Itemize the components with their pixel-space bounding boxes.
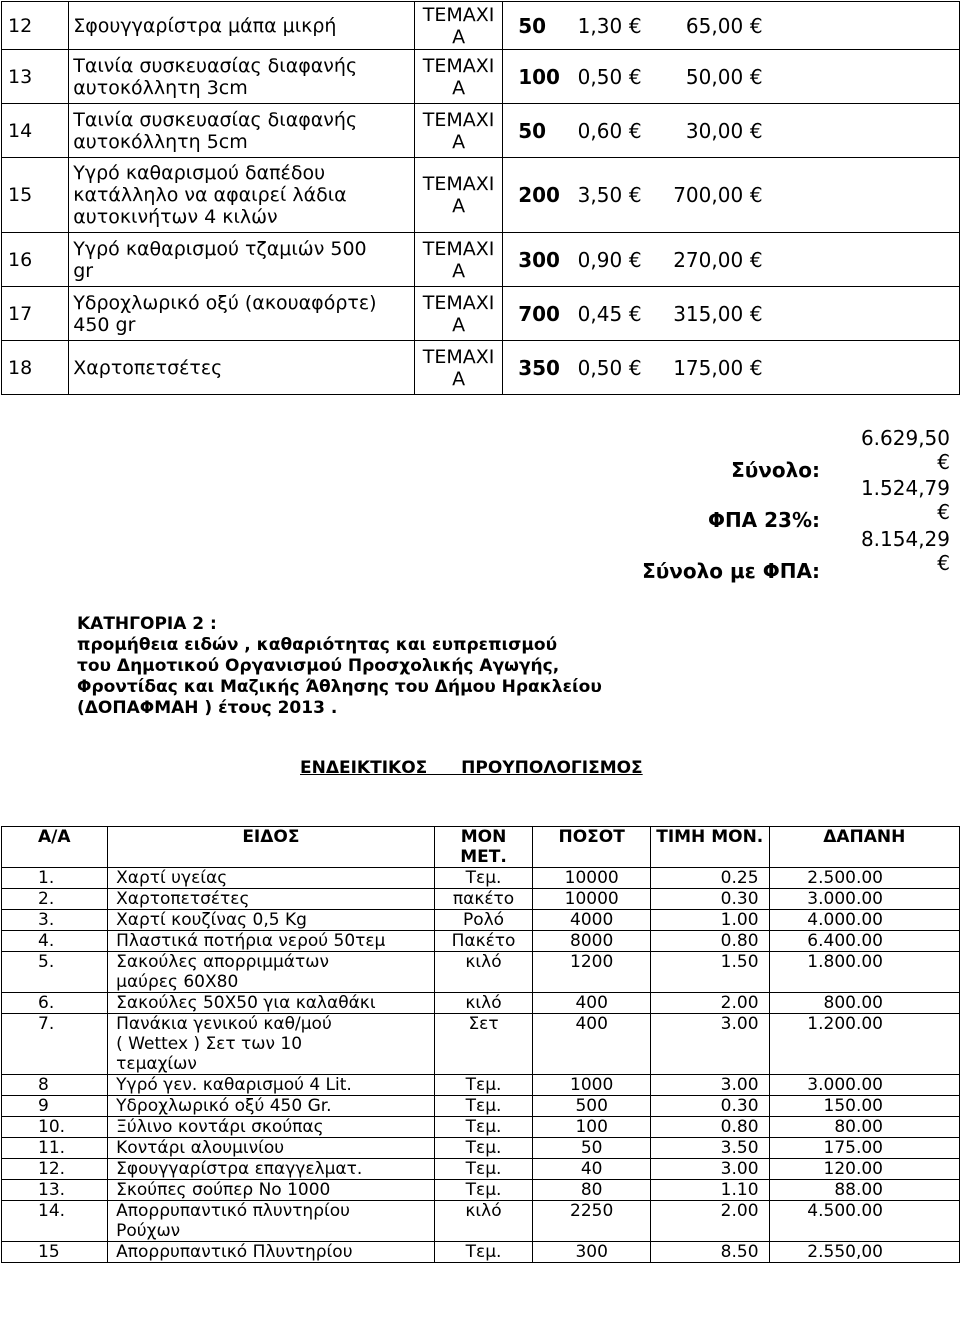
- table-row: [2, 341, 960, 395]
- item-values: [503, 50, 960, 104]
- item-number: 12: [2, 2, 69, 50]
- description-line: Πανάκια γενικού καθ/μού: [116, 1014, 332, 1034]
- item-number: 16: [2, 233, 69, 287]
- euro-icon: €: [749, 64, 763, 89]
- row-price: 1.10: [650, 1180, 769, 1201]
- row-cost: 175.00: [769, 1138, 959, 1159]
- column-header: ΠΟΣΟΤ: [533, 827, 651, 868]
- description-line: Ταινία συσκευασίας διαφανής: [73, 54, 358, 77]
- row-number: 9: [2, 1096, 108, 1117]
- column-header: ΤΙΜΗ ΜΟΝ.: [650, 827, 769, 868]
- total-amount: 1.524,79: [860, 476, 950, 500]
- row-cost: 4.000.00: [769, 910, 959, 931]
- unit-line: Α: [452, 25, 466, 48]
- unit-line: ΤΕΜΑΧΙ: [422, 54, 495, 77]
- unit-line: ΤΕΜΑΧΙ: [422, 3, 495, 26]
- row-quantity: 500: [533, 1096, 651, 1117]
- item-total: 30,00: [685, 118, 744, 143]
- euro-icon: €: [749, 13, 763, 38]
- budget-title: ΕΝΔΕΙΚΤΙΚΟΣ ΠΡΟΥΠΟΛΟΓΙΣΜΟΣ: [300, 758, 643, 778]
- euro-icon: €: [628, 13, 642, 38]
- row-cost: 2.500.00: [769, 868, 959, 889]
- row-cost: 1.800.00: [769, 952, 959, 993]
- description-line: gr: [73, 259, 94, 282]
- description-line: Υδροχλωρικό οξύ (ακουαφόρτε): [73, 291, 377, 314]
- category-line: (ΔΟΠΑΦΜΑΗ ) έτους 2013 .: [77, 698, 338, 718]
- row-unit: κιλό: [434, 993, 533, 1014]
- total-value: [830, 527, 950, 575]
- row-number: 12.: [2, 1159, 108, 1180]
- total-amount: 6.629,50: [860, 426, 950, 450]
- row-unit: Τεμ.: [434, 1242, 533, 1263]
- item-price: 0,50: [577, 355, 623, 380]
- table-row: [2, 993, 960, 1014]
- table-row: [2, 158, 960, 233]
- table-row: [2, 233, 960, 287]
- row-number: 15: [2, 1242, 108, 1263]
- row-price: 0.80: [650, 931, 769, 952]
- row-number: 3.: [2, 910, 108, 931]
- item-values: [503, 158, 960, 233]
- unit-line: Α: [452, 367, 466, 390]
- item-values: [503, 287, 960, 341]
- description-line: Χαρτί υγείας: [116, 868, 228, 888]
- row-unit: πακέτο: [434, 889, 533, 910]
- header-row: [2, 827, 960, 868]
- unit-line: Α: [452, 76, 466, 99]
- euro-icon: €: [628, 118, 642, 143]
- row-description: [108, 910, 435, 931]
- row-price: 0.25: [650, 868, 769, 889]
- row-quantity: 40: [533, 1159, 651, 1180]
- description-line: Χαρτοπετσέτες: [73, 356, 223, 379]
- item-description: [69, 287, 415, 341]
- description-line: Ρούχων: [116, 1221, 181, 1241]
- unit-line: ΤΕΜΑΧΙ: [422, 237, 495, 260]
- description-line: Σφουγγαρίστρα μάπα μικρή: [73, 14, 337, 37]
- unit-line: ΤΕΜΑΧΙ: [422, 108, 495, 131]
- row-quantity: 10000: [533, 889, 651, 910]
- description-line: αυτοκινήτων 4 κιλών: [73, 206, 278, 228]
- item-number: 15: [2, 158, 69, 233]
- category-line: του Δημοτικού Οργανισμού Προσχολικής Αγωγής,: [77, 656, 560, 676]
- item-unit: [414, 341, 502, 395]
- description-line: Απορρυπαντικό Πλυντηρίου: [116, 1242, 353, 1262]
- row-cost: 6.400.00: [769, 931, 959, 952]
- description-line: Σφουγγαρίστρα επαγγελματ.: [116, 1159, 363, 1179]
- row-unit: Τεμ.: [434, 1159, 533, 1180]
- row-cost: 150.00: [769, 1096, 959, 1117]
- item-description: [69, 341, 415, 395]
- row-unit: Ρολό: [434, 910, 533, 931]
- table-row: [2, 50, 960, 104]
- table-row: [2, 952, 960, 993]
- row-number: 7.: [2, 1014, 108, 1075]
- row-description: [108, 1201, 435, 1242]
- item-price: 1,30: [577, 13, 623, 38]
- row-description: [108, 952, 435, 993]
- row-price: 1.50: [650, 952, 769, 993]
- top-items-table: [1, 1, 960, 395]
- row-unit: κιλό: [434, 952, 533, 993]
- table-row: [2, 1075, 960, 1096]
- row-unit: κιλό: [434, 1201, 533, 1242]
- table-row: [2, 910, 960, 931]
- row-description: [108, 931, 435, 952]
- item-quantity: 50: [518, 118, 547, 143]
- description-line: μαύρες 60Χ80: [116, 972, 239, 992]
- row-description: [108, 868, 435, 889]
- item-quantity: 700: [518, 301, 560, 326]
- item-description: [69, 158, 415, 233]
- unit-line: ΤΕΜΑΧΙ: [422, 173, 495, 195]
- row-quantity: 2250: [533, 1201, 651, 1242]
- row-cost: 88.00: [769, 1180, 959, 1201]
- unit-line: Α: [452, 313, 466, 336]
- item-unit: [414, 287, 502, 341]
- item-price: 0,60: [577, 118, 623, 143]
- row-cost: 2.550,00: [769, 1242, 959, 1263]
- item-number: 18: [2, 341, 69, 395]
- table-row: [2, 1138, 960, 1159]
- item-values: [503, 233, 960, 287]
- item-description: [69, 2, 415, 50]
- row-quantity: 1200: [533, 952, 651, 993]
- description-line: κατάλληλο να αφαιρεί λάδια: [73, 184, 347, 206]
- item-unit: [414, 50, 502, 104]
- description-line: Ξύλινο κοντάρι σκούπας: [116, 1117, 324, 1137]
- row-description: [108, 1242, 435, 1263]
- item-total: 315,00: [673, 301, 744, 326]
- row-number: 4.: [2, 931, 108, 952]
- table-row: [2, 1201, 960, 1242]
- category-line: Φροντίδας και Μαζικής Άθλησης του Δήμου Ηρακλείου: [77, 677, 602, 697]
- row-number: 1.: [2, 868, 108, 889]
- unit-line: ΤΕΜΑΧΙ: [422, 291, 495, 314]
- row-number: 6.: [2, 993, 108, 1014]
- euro-icon: €: [937, 500, 950, 524]
- table-row: [2, 1180, 960, 1201]
- table-row: [2, 931, 960, 952]
- unit-line: Α: [452, 130, 466, 153]
- item-description: [69, 104, 415, 158]
- row-quantity: 80: [533, 1180, 651, 1201]
- description-line: Χαρτί κουζίνας 0,5 Kg: [116, 910, 307, 930]
- row-price: 8.50: [650, 1242, 769, 1263]
- description-line: αυτοκόλλητη 3cm: [73, 76, 248, 99]
- item-values: [503, 104, 960, 158]
- unit-line: ΤΕΜΑΧΙ: [422, 345, 495, 368]
- row-unit: Τεμ.: [434, 1180, 533, 1201]
- row-quantity: 100: [533, 1117, 651, 1138]
- row-cost: 3.000.00: [769, 1075, 959, 1096]
- euro-icon: €: [749, 355, 763, 380]
- row-unit: Τεμ.: [434, 1096, 533, 1117]
- row-cost: 800.00: [769, 993, 959, 1014]
- item-total: 65,00: [685, 13, 744, 38]
- item-quantity: 50: [518, 13, 547, 38]
- row-description: [108, 1014, 435, 1075]
- row-quantity: 400: [533, 1014, 651, 1075]
- item-price: 3,50: [577, 183, 623, 207]
- item-number: 13: [2, 50, 69, 104]
- item-values: [503, 341, 960, 395]
- item-unit: [414, 233, 502, 287]
- row-price: 3.00: [650, 1014, 769, 1075]
- row-number: 2.: [2, 889, 108, 910]
- description-line: Απορρυπαντικό πλυντηρίου: [116, 1201, 350, 1221]
- row-cost: 1.200.00: [769, 1014, 959, 1075]
- column-header: Α/Α: [2, 827, 108, 868]
- item-unit: [414, 158, 502, 233]
- description-line: Υγρό γεν. καθαρισμού 4 Lit.: [116, 1075, 352, 1095]
- row-quantity: 50: [533, 1138, 651, 1159]
- row-number: 14.: [2, 1201, 108, 1242]
- row-quantity: 300: [533, 1242, 651, 1263]
- row-cost: 3.000.00: [769, 889, 959, 910]
- euro-icon: €: [937, 551, 950, 575]
- euro-icon: €: [628, 64, 642, 89]
- table-row: [2, 2, 960, 50]
- row-number: 10.: [2, 1117, 108, 1138]
- row-number: 11.: [2, 1138, 108, 1159]
- category-line: ΚΑΤΗΓΟΡΙΑ 2 :: [77, 614, 217, 634]
- item-description: [69, 233, 415, 287]
- total-label: ΦΠΑ 23%:: [707, 508, 820, 532]
- item-description: [69, 50, 415, 104]
- item-price: 0,90: [577, 247, 623, 272]
- euro-icon: €: [628, 183, 642, 207]
- row-description: [108, 1117, 435, 1138]
- row-price: 0.30: [650, 889, 769, 910]
- description-line: Ταινία συσκευασίας διαφανής: [73, 108, 358, 131]
- euro-icon: €: [628, 301, 642, 326]
- description-line: Υγρό καθαρισμού δαπέδου: [73, 162, 326, 184]
- row-description: [108, 889, 435, 910]
- column-header: ΜΟΝ ΜΕΤ.: [434, 827, 533, 868]
- column-header: ΕΙΔΟΣ: [108, 827, 435, 868]
- table-row: [2, 1242, 960, 1263]
- unit-line: Α: [452, 195, 466, 217]
- description-line: Κοντάρι αλουμινίου: [116, 1138, 285, 1158]
- description-line: αυτοκόλλητη 5cm: [73, 130, 248, 153]
- description-line: Σκούπες σούπερ Νο 1000: [116, 1180, 331, 1200]
- table-row: [2, 104, 960, 158]
- item-total: 175,00: [673, 355, 744, 380]
- row-number: 5.: [2, 952, 108, 993]
- item-price: 0,45: [577, 301, 623, 326]
- total-value: [830, 426, 950, 474]
- table-row: [2, 1014, 960, 1075]
- row-price: 2.00: [650, 993, 769, 1014]
- item-quantity: 100: [518, 64, 560, 89]
- row-price: 3.00: [650, 1159, 769, 1180]
- euro-icon: €: [749, 183, 763, 207]
- category-heading: [77, 614, 602, 719]
- item-price: 0,50: [577, 64, 623, 89]
- row-price: 2.00: [650, 1201, 769, 1242]
- description-line: 450 gr: [73, 313, 136, 336]
- row-price: 1.00: [650, 910, 769, 931]
- row-price: 3.00: [650, 1075, 769, 1096]
- description-line: ( Wettex ) Σετ των 10: [116, 1034, 303, 1054]
- row-price: 3.50: [650, 1138, 769, 1159]
- row-description: [108, 1075, 435, 1096]
- row-description: [108, 993, 435, 1014]
- euro-icon: €: [628, 355, 642, 380]
- row-unit: Τεμ.: [434, 1138, 533, 1159]
- row-cost: 120.00: [769, 1159, 959, 1180]
- row-quantity: 10000: [533, 868, 651, 889]
- total-amount: 8.154,29: [860, 527, 950, 551]
- table-row: [2, 868, 960, 889]
- item-total: 50,00: [685, 64, 744, 89]
- table-row: [2, 287, 960, 341]
- row-description: [108, 1096, 435, 1117]
- row-unit: Σετ: [434, 1014, 533, 1075]
- item-total: 270,00: [673, 247, 744, 272]
- row-cost: 80.00: [769, 1117, 959, 1138]
- euro-icon: €: [749, 118, 763, 143]
- column-header: ΔΑΠΑΝΗ: [769, 827, 959, 868]
- euro-icon: €: [749, 301, 763, 326]
- item-total: 700,00: [673, 183, 744, 207]
- table-row: [2, 889, 960, 910]
- row-price: 0.80: [650, 1117, 769, 1138]
- row-unit: Πακέτο: [434, 931, 533, 952]
- row-description: [108, 1138, 435, 1159]
- row-description: [108, 1159, 435, 1180]
- item-quantity: 300: [518, 247, 560, 272]
- row-quantity: 4000: [533, 910, 651, 931]
- euro-icon: €: [937, 450, 950, 474]
- description-line: Χαρτοπετσέτες: [116, 889, 250, 909]
- row-description: [108, 1180, 435, 1201]
- row-quantity: 1000: [533, 1075, 651, 1096]
- row-unit: Τεμ.: [434, 1117, 533, 1138]
- unit-line: Α: [452, 259, 466, 282]
- row-number: 8: [2, 1075, 108, 1096]
- row-unit: Τεμ.: [434, 1075, 533, 1096]
- row-quantity: 400: [533, 993, 651, 1014]
- description-line: τεμαχίων: [116, 1054, 197, 1074]
- budget-table: [1, 826, 960, 1263]
- row-unit: Τεμ.: [434, 868, 533, 889]
- total-value: [830, 476, 950, 524]
- row-cost: 4.500.00: [769, 1201, 959, 1242]
- row-number: 13.: [2, 1180, 108, 1201]
- table-row: [2, 1117, 960, 1138]
- description-line: Υγρό καθαρισμού τζαμιών 500: [73, 237, 367, 260]
- item-quantity: 200: [518, 183, 560, 207]
- category-line: προμήθεια ειδών , καθαριότητας και ευπρεπισμού: [77, 635, 558, 655]
- row-quantity: 8000: [533, 931, 651, 952]
- description-line: Πλαστικά ποτήρια νερού 50τεμ: [116, 931, 386, 951]
- item-unit: [414, 2, 502, 50]
- table-row: [2, 1159, 960, 1180]
- table-row: [2, 1096, 960, 1117]
- item-number: 14: [2, 104, 69, 158]
- row-price: 0.30: [650, 1096, 769, 1117]
- item-quantity: 350: [518, 355, 560, 380]
- total-label: Σύνολο:: [731, 458, 820, 482]
- description-line: Υδροχλωρικό οξύ 450 Gr.: [116, 1096, 332, 1116]
- item-unit: [414, 104, 502, 158]
- item-values: [503, 2, 960, 50]
- description-line: Σακούλες απορριμμάτων: [116, 952, 329, 972]
- total-label: Σύνολο με ΦΠΑ:: [642, 559, 820, 583]
- item-number: 17: [2, 287, 69, 341]
- euro-icon: €: [628, 247, 642, 272]
- description-line: Σακούλες 50Χ50 για καλαθάκι: [116, 993, 376, 1013]
- euro-icon: €: [749, 247, 763, 272]
